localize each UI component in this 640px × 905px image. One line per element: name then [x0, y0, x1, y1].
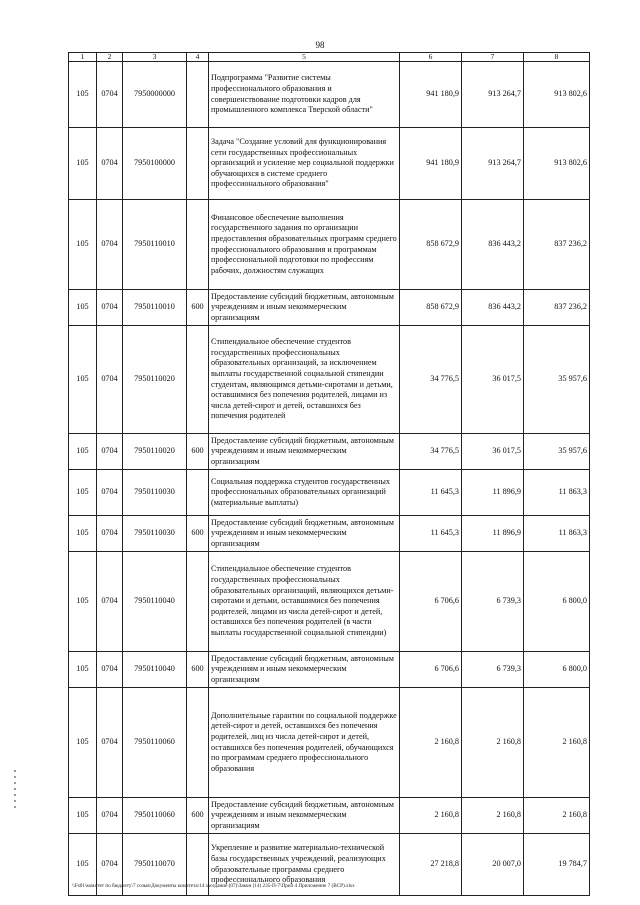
table-row	[69, 326, 590, 434]
budget-table	[68, 52, 590, 896]
amount-cell: 913 264,7	[462, 62, 524, 128]
table-row	[69, 470, 590, 516]
amount-cell: 6 800,0	[524, 552, 590, 652]
amount-cell: 27 218,8	[400, 834, 462, 896]
table-row	[69, 688, 590, 798]
code-cell: 105	[69, 128, 97, 200]
expense-type-cell: 600	[187, 798, 209, 834]
description-cell: Подпрограмма "Развитие системы профессионального образования и совершенствование подготовки кадров для промышленного комплекса Тверской области"	[209, 62, 400, 128]
section-cell: 0704	[97, 434, 123, 470]
description-cell: Стипендиальное обеспечение студентов государственных профессиональных образовательных организаций, являющихся детьми-сиротами и детьми, оставшимися без попечения родителей, лицами из числа детей-сирот и детей, оставшихся без попечения родителей (в части выплаты государственной социальной стипендии)	[209, 552, 400, 652]
section-cell: 0704	[97, 128, 123, 200]
code-cell: 105	[69, 552, 97, 652]
expense-type-cell	[187, 688, 209, 798]
amount-cell: 35 957,6	[524, 326, 590, 434]
section-cell: 0704	[97, 798, 123, 834]
amount-cell: 837 236,2	[524, 290, 590, 326]
amount-cell: 858 672,9	[400, 200, 462, 290]
target-article-cell: 7950110020	[123, 434, 187, 470]
amount-cell: 11 863,3	[524, 516, 590, 552]
expense-type-cell	[187, 200, 209, 290]
target-article-cell: 7950110040	[123, 652, 187, 688]
target-article-cell: 7950110070	[123, 834, 187, 896]
amount-cell: 836 443,2	[462, 290, 524, 326]
table-row	[69, 200, 590, 290]
expense-type-cell	[187, 128, 209, 200]
table-body	[69, 53, 590, 896]
description-cell: Предоставление субсидий бюджетным, автономным учреждениям и иным некоммерческим организациям	[209, 434, 400, 470]
target-article-cell: 7950110040	[123, 552, 187, 652]
amount-cell: 19 784,7	[524, 834, 590, 896]
column-header: 3	[123, 53, 187, 62]
column-header: 5	[209, 53, 400, 62]
target-article-cell: 7950110010	[123, 200, 187, 290]
amount-cell: 913 802,6	[524, 62, 590, 128]
file-path-footer: \\Fs01\комитет по бюджету\7 созыв\Документы комитета\14 заседание (07)\Закон (14) 235-П-7\Прил 4 Приложение 7 (ВСР).xlsx	[72, 883, 355, 889]
column-number-row	[69, 53, 590, 62]
description-cell: Финансовое обеспечение выполнения государственного задания по организации предоставления образовательных программ среднего профессионального образования и программам профессиональной подготовки по профессиям рабочих, должностям служащих	[209, 200, 400, 290]
amount-cell: 2 160,8	[462, 688, 524, 798]
section-cell: 0704	[97, 200, 123, 290]
target-article-cell: 7950110030	[123, 516, 187, 552]
description-cell: Предоставление субсидий бюджетным, автономным учреждениям и иным некоммерческим организациям	[209, 652, 400, 688]
section-cell: 0704	[97, 688, 123, 798]
amount-cell: 36 017,5	[462, 326, 524, 434]
expense-type-cell: 600	[187, 290, 209, 326]
description-cell: Социальная поддержка студентов государственных профессиональных образовательных организаций (материальные выплаты)	[209, 470, 400, 516]
section-cell: 0704	[97, 552, 123, 652]
code-cell: 105	[69, 516, 97, 552]
table-row	[69, 62, 590, 128]
table-row	[69, 798, 590, 834]
table-row	[69, 652, 590, 688]
amount-cell: 941 180,9	[400, 128, 462, 200]
expense-type-cell	[187, 552, 209, 652]
expense-type-cell	[187, 470, 209, 516]
code-cell: 105	[69, 62, 97, 128]
code-cell: 105	[69, 290, 97, 326]
amount-cell: 2 160,8	[524, 798, 590, 834]
column-header: 7	[462, 53, 524, 62]
description-cell: Предоставление субсидий бюджетным, автономным учреждениям и иным некоммерческим организациям	[209, 290, 400, 326]
code-cell: 105	[69, 834, 97, 896]
code-cell: 105	[69, 200, 97, 290]
amount-cell: 836 443,2	[462, 200, 524, 290]
page-number: 98	[315, 40, 325, 50]
amount-cell: 2 160,8	[400, 688, 462, 798]
description-cell: Дополнительные гарантии по социальной поддержке детей-сирот и детей, оставшихся без попечения родителей, лиц из числа детей-сирот и детей, оставшихся без попечения родителей, обучающихся по программам среднего профессионального образования	[209, 688, 400, 798]
column-header: 8	[524, 53, 590, 62]
amount-cell: 11 645,3	[400, 470, 462, 516]
section-cell: 0704	[97, 326, 123, 434]
amount-cell: 913 264,7	[462, 128, 524, 200]
description-cell: Стипендиальное обеспечение студентов государственных профессиональных образовательных организаций, за исключением выплаты государственной социальной стипендии студентам, являющимся детьми-сиротами и детьми, оставшимися без попечения родителей, лицами из числа детей-сирот и детей, оставшихся без попечения родителей	[209, 326, 400, 434]
description-cell: Предоставление субсидий бюджетным, автономным учреждениям и иным некоммерческим организациям	[209, 798, 400, 834]
section-cell: 0704	[97, 834, 123, 896]
code-cell: 105	[69, 798, 97, 834]
code-cell: 105	[69, 688, 97, 798]
amount-cell: 6 739,3	[462, 652, 524, 688]
code-cell: 105	[69, 326, 97, 434]
expense-type-cell	[187, 326, 209, 434]
amount-cell: 2 160,8	[524, 688, 590, 798]
amount-cell: 6 739,3	[462, 552, 524, 652]
target-article-cell: 7950110030	[123, 470, 187, 516]
amount-cell: 36 017,5	[462, 434, 524, 470]
expense-type-cell: 600	[187, 652, 209, 688]
expense-type-cell	[187, 62, 209, 128]
target-article-cell: 7950100000	[123, 128, 187, 200]
table-row	[69, 290, 590, 326]
amount-cell: 913 802,6	[524, 128, 590, 200]
target-article-cell: 7950110060	[123, 688, 187, 798]
section-cell: 0704	[97, 516, 123, 552]
description-cell: Задача "Создание условий для функционирования сети государственных профессиональных организаций и усиление мер социальной поддержки обучающихся в системе среднего профессионального образования"	[209, 128, 400, 200]
table-row	[69, 128, 590, 200]
section-cell: 0704	[97, 470, 123, 516]
amount-cell: 2 160,8	[400, 798, 462, 834]
amount-cell: 11 863,3	[524, 470, 590, 516]
amount-cell: 11 896,9	[462, 516, 524, 552]
section-cell: 0704	[97, 652, 123, 688]
code-cell: 105	[69, 470, 97, 516]
column-header: 4	[187, 53, 209, 62]
table-row	[69, 552, 590, 652]
code-cell: 105	[69, 652, 97, 688]
scan-edge-marks	[14, 770, 16, 810]
description-cell: Предоставление субсидий бюджетным, автономным учреждениям и иным некоммерческим организациям	[209, 516, 400, 552]
expense-type-cell: 600	[187, 516, 209, 552]
expense-type-cell: 600	[187, 434, 209, 470]
amount-cell: 35 957,6	[524, 434, 590, 470]
target-article-cell: 7950110020	[123, 326, 187, 434]
amount-cell: 6 706,6	[400, 652, 462, 688]
amount-cell: 34 776,5	[400, 434, 462, 470]
column-header: 6	[400, 53, 462, 62]
amount-cell: 941 180,9	[400, 62, 462, 128]
amount-cell: 6 800,0	[524, 652, 590, 688]
target-article-cell: 7950000000	[123, 62, 187, 128]
amount-cell: 2 160,8	[462, 798, 524, 834]
table-row	[69, 516, 590, 552]
amount-cell: 20 007,0	[462, 834, 524, 896]
amount-cell: 6 706,6	[400, 552, 462, 652]
amount-cell: 858 672,9	[400, 290, 462, 326]
code-cell: 105	[69, 434, 97, 470]
column-header: 1	[69, 53, 97, 62]
amount-cell: 837 236,2	[524, 200, 590, 290]
section-cell: 0704	[97, 290, 123, 326]
target-article-cell: 7950110060	[123, 798, 187, 834]
description-cell: Укрепление и развитие материально-технической базы государственных учреждений, реализующих образовательные программы среднего профессионального образования	[209, 834, 400, 896]
amount-cell: 34 776,5	[400, 326, 462, 434]
column-header: 2	[97, 53, 123, 62]
section-cell: 0704	[97, 62, 123, 128]
table-row	[69, 434, 590, 470]
target-article-cell: 7950110010	[123, 290, 187, 326]
amount-cell: 11 896,9	[462, 470, 524, 516]
amount-cell: 11 645,3	[400, 516, 462, 552]
